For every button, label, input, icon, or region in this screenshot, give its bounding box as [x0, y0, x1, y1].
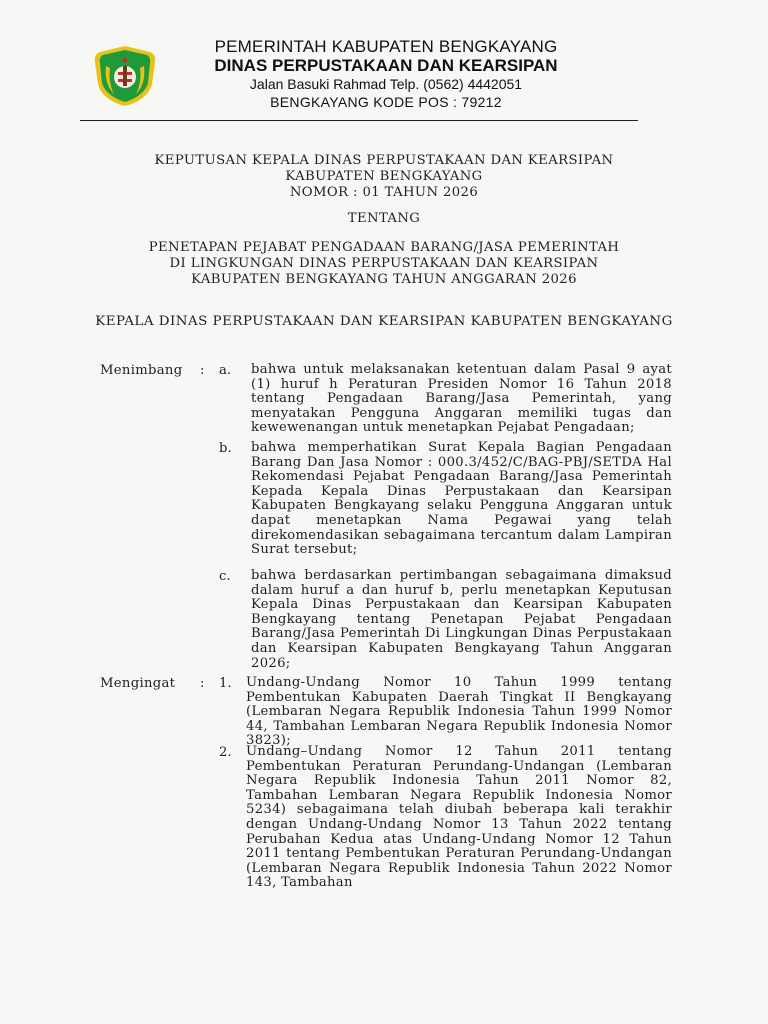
menimbang-marker-b: b. — [219, 441, 232, 456]
letterhead-divider — [80, 120, 638, 121]
menimbang-marker-a: a. — [219, 363, 232, 378]
menimbang-item-b: bahwa memperhatikan Surat Kepala Bagian Pengadaan Barang Dan Jasa Nomor : 000.3/452/C/BAG-PBJ/SETDA Hal Rekomendasi Pejabat Pengadaan Barang/Jasa Pemerintah Kepada Kepala Dinas Perpustakaan dan Kearsipan Kabupaten Bengkayang selaku Pengguna Anggaran untuk dapat menetapkan Nama Pegawai yang telah direkomendasikan sebagaimana tercantum dalam Lampiran Surat tersebut; — [251, 440, 672, 558]
mengingat-colon: : — [200, 676, 205, 691]
mengingat-item-2: Undang–Undang Nomor 12 Tahun 2011 tentang Pembentukan Peraturan Perundang-Undangan (Lembaran Negara Republik Indonesia Tahun 2011 Nomor 82, Tambahan Lembaran Negara Republik Indonesia Nomor 5234) sebagaimana telah diubah beberapa kali terakhir dengan Undang-Undang Nomor 13 Tahun 2022 tentang Perubahan Kedua atas Undang-Undang Nomor 12 Tahun 2011 tentang Pembentukan Peraturan Perundang-Undangan (Lembaran Negara Republik Indonesia Tahun 2022 Nomor 143, Tambahan — [246, 744, 672, 891]
decree-subject-line: KABUPATEN BENGKAYANG TAHUN ANGGARAN 2026 — [191, 272, 577, 287]
letterhead-agency: DINAS PERPUSTAKAAN DAN KEARSIPAN — [214, 56, 558, 75]
decree-issuer: KEPALA DINAS PERPUSTAKAAN DAN KEARSIPAN KABUPATEN BENGKAYANG — [95, 314, 673, 329]
decree-title-line: KEPUTUSAN KEPALA DINAS PERPUSTAKAAN DAN KEARSIPAN — [154, 153, 614, 168]
letterhead — [196, 38, 576, 112]
letterhead-government: PEMERINTAH KABUPATEN BENGKAYANG — [214, 37, 558, 56]
menimbang-item-a: bahwa untuk melaksanakan ketentuan dalam Pasal 9 ayat (1) huruf h Peraturan Presiden Nomor 16 Tahun 2018 tentang Pengadaan Barang/Jasa Pemerintah, yang menyatakan Pengguna Anggaran memiliki tugas dan kewewenangan untuk menetapkan Pejabat Pengadaan; — [251, 362, 672, 436]
mengingat-label: Mengingat — [100, 676, 176, 691]
menimbang-item-c: bahwa berdasarkan pertimbangan sebagaimana dimaksud dalam huruf a dan huruf b, perlu menetapkan Keputusan Kepala Dinas Perpustakaan dan Kearsipan Kabupaten Bengkayang tentang Penetapan Pejabat Pengadaan Barang/Jasa Pemerintah Di Lingkungan Dinas Perpustakaan dan Kearsipan Kabupaten Bengkayang Tahun Anggaran 2026; — [251, 568, 672, 671]
decree-title — [0, 153, 768, 201]
decree-subject-line: DI LINGKUNGAN DINAS PERPUSTAKAAN DAN KEARSIPAN — [169, 256, 599, 271]
decree-title-line: KABUPATEN BENGKAYANG — [285, 169, 483, 184]
letterhead-address: Jalan Basuki Rahmad Telp. (0562) 4442051 — [249, 76, 523, 92]
decree-about: TENTANG — [347, 211, 421, 226]
mengingat-item-1: Undang-Undang Nomor 10 Tahun 1999 tentang Pembentukan Kabupaten Daerah Tingkat II Bengkayang (Lembaran Negara Republik Indonesia Tahun 1999 Nomor 44, Tambahan Lembaran Negara Republik Indonesia Nomor 3823); — [246, 675, 672, 749]
menimbang-label: Menimbang — [100, 363, 183, 378]
decree-subject-line: PENETAPAN PEJABAT PENGADAAN BARANG/JASA PEMERINTAH — [148, 240, 620, 255]
menimbang-colon: : — [200, 363, 205, 378]
decree-subject — [0, 240, 768, 288]
letterhead-postcode: BENGKAYANG KODE POS : 79212 — [270, 94, 502, 110]
menimbang-marker-c: c. — [219, 569, 231, 584]
mengingat-marker-1: 1. — [219, 676, 232, 691]
decree-number: NOMOR : 01 TAHUN 2026 — [289, 185, 479, 200]
bengkayang-regency-emblem-icon — [92, 44, 158, 108]
mengingat-marker-2: 2. — [219, 745, 232, 760]
